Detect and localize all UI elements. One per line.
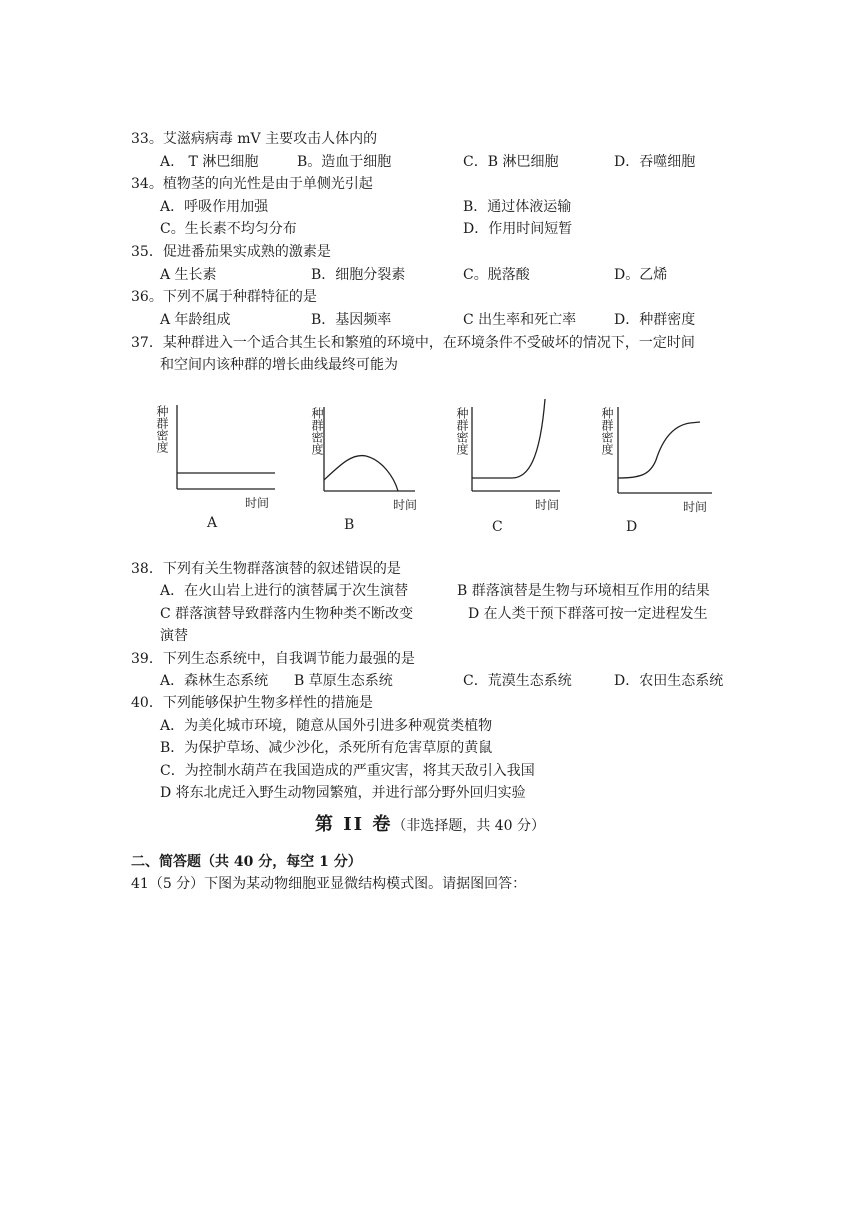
curve-c (472, 399, 545, 478)
q39-option-d: D．农田生态系统 (614, 673, 724, 689)
graph-b-xlabel: 时间 (393, 498, 418, 512)
question-33-stem: 33。艾滋病病毒 mV 主要攻击人体内的 (131, 131, 378, 147)
graph-b-ylabel: 种群密度 (310, 407, 324, 455)
q38-option-d-cont: 演替 (160, 628, 188, 644)
curve-d (618, 422, 700, 478)
graph-d-ylabel: 种群密度 (600, 407, 614, 455)
q34-option-a: A．呼吸作用加强 (160, 199, 269, 215)
q39-option-c: C．荒漠生态系统 (463, 673, 572, 689)
question-38-stem: 38．下列有关生物群落演替的叙述错误的是 (131, 561, 401, 577)
q38-option-c: C 群落演替导致群落内生物种类不断改变 (160, 606, 414, 622)
question-37-stem-cont: 和空间内该种群的增长曲线最终可能为 (160, 357, 398, 373)
graph-c (472, 399, 560, 491)
q35-option-b: B．细胞分裂素 (311, 267, 406, 283)
q35-option-c: C。脱落酸 (463, 267, 530, 283)
q33-option-b: B。造血于细胞 (297, 154, 392, 170)
graph-d-xlabel: 时间 (683, 500, 708, 514)
q38-option-b: B 群落演替是生物与环境相互作用的结果 (457, 583, 710, 599)
section-heading: 二、简答题（共 40 分，每空 1 分） (131, 854, 362, 870)
growth-curves-figure (0, 385, 860, 545)
graph-c-ylabel: 种群密度 (455, 407, 469, 455)
graph-c-letter: C (492, 519, 503, 535)
q34-option-b: B．通过体液运输 (463, 199, 572, 215)
graph-d-letter: D (626, 519, 638, 535)
section-title: 第 II 卷（非选择题，共 40 分） (314, 814, 546, 835)
graph-a-xlabel: 时间 (245, 496, 270, 510)
question-40-stem: 40．下列能够保护生物多样性的措施是 (131, 695, 373, 711)
q39-option-a: A．森林生态系统 (160, 673, 269, 689)
q34-option-c: C。生长素不均匀分布 (160, 221, 297, 237)
graph-b (324, 407, 415, 491)
q38-option-a: A．在火山岩上进行的演替属于次生演替 (160, 583, 409, 599)
question-41-stem: 41（5 分）下图为某动物细胞亚显微结构模式图。请据图回答： (131, 876, 527, 892)
graph-c-xlabel: 时间 (535, 498, 560, 512)
q36-option-a: A 年龄组成 (160, 312, 231, 328)
graph-a-letter: A (207, 515, 218, 531)
question-36-stem: 36。下列不属于种群特征的是 (131, 289, 317, 305)
question-39-stem: 39．下列生态系统中，自我调节能力最强的是 (131, 651, 415, 667)
question-35-stem: 35．促进番茄果实成熟的激素是 (131, 244, 331, 260)
q40-option-b: B．为保护草场、减少沙化，杀死所有危害草原的黄鼠 (160, 740, 493, 756)
q33-option-d: D．吞噬细胞 (614, 154, 696, 170)
question-34-stem: 34。植物茎的向光性是由于单侧光引起 (131, 176, 373, 192)
q36-option-d: D．种群密度 (614, 312, 696, 328)
q36-option-c: C 出生率和死亡率 (463, 312, 577, 328)
q33-option-c: C．B 淋巴细胞 (463, 154, 559, 170)
curve-b (324, 456, 398, 491)
graph-d (618, 407, 712, 493)
q40-option-d: D 将东北虎迁入野生动物园繁殖，并进行部分野外回归实验 (160, 785, 526, 801)
q35-option-a: A 生长素 (160, 267, 217, 283)
q33-option-a: A. T 淋巴细胞 (160, 154, 259, 170)
q39-option-b: B 草原生态系统 (294, 673, 393, 689)
q40-option-c: C．为控制水葫芦在我国造成的严重灾害，将其天敌引入我国 (160, 763, 535, 779)
graph-a-ylabel: 种群密度 (155, 405, 169, 453)
q36-option-b: B．基因频率 (311, 312, 392, 328)
question-37-stem: 37．某种群进入一个适合其生长和繁殖的环境中，在环境条件不受破坏的情况下，一定时间 (131, 335, 695, 351)
graph-b-letter: B (344, 517, 355, 533)
graph-a (177, 405, 275, 489)
q35-option-d: D。乙烯 (614, 267, 668, 283)
q38-option-d: D 在人类干预下群落可按一定进程发生 (468, 606, 708, 622)
q40-option-a: A．为美化城市环境，随意从国外引进多种观赏类植物 (160, 718, 493, 734)
q34-option-d: D．作用时间短暂 (463, 221, 573, 237)
